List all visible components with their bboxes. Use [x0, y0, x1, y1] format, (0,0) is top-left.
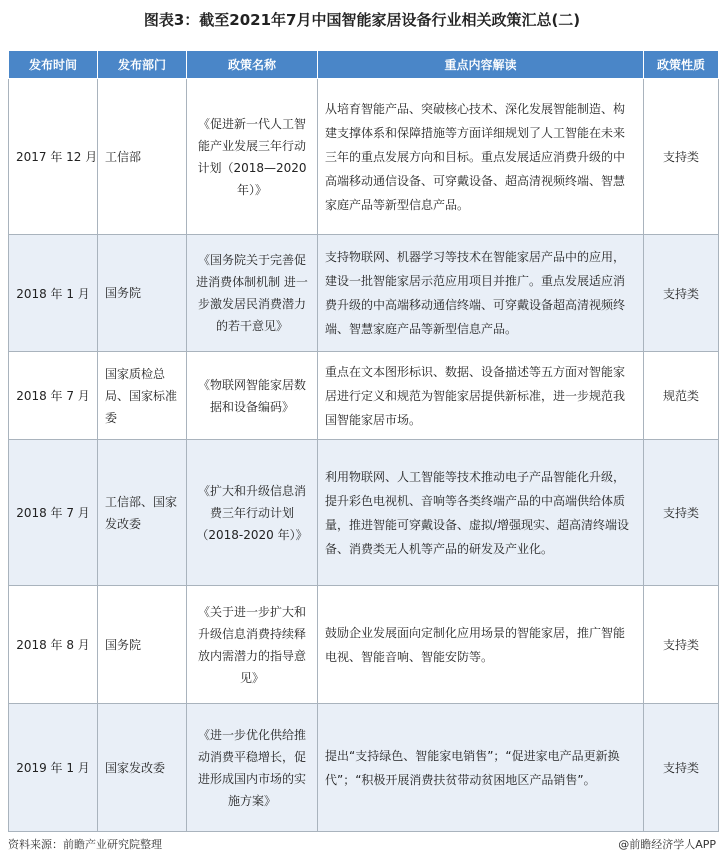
table-row [9, 586, 719, 704]
cell-type: 支持类 [644, 586, 719, 704]
cell-name: 《促进新一代人工智能产业发展三年行动计划（2018—2020年）》 [187, 79, 318, 235]
header-time: 发布时间 [9, 51, 98, 79]
cell-point: 鼓励企业发展面向定制化应用场景的智能家居，推广智能电视、智能音响、智能安防等。 [318, 586, 644, 704]
header-point: 重点内容解读 [318, 51, 644, 79]
cell-time: 2018 年 7 月 [9, 440, 98, 586]
table-row [9, 440, 719, 586]
cell-dept: 工信部、国家发改委 [98, 440, 187, 586]
cell-name: 《扩大和升级信息消费三年行动计划（2018-2020 年）》 [187, 440, 318, 586]
cell-dept: 国家质检总局、国家标准委 [98, 352, 187, 440]
cell-type: 支持类 [644, 79, 719, 235]
cell-type: 规范类 [644, 352, 719, 440]
source-note: 资料来源：前瞻产业研究院整理 [8, 838, 162, 851]
policy-table [8, 50, 719, 832]
table-header-row [9, 51, 719, 79]
cell-time: 2017 年 12 月 [9, 79, 98, 235]
cell-point: 从培育智能产品、突破核心技术、深化发展智能制造、构建支撑体系和保障措施等方面详细规划了人工智能在未来三年的重点发展方向和目标。重点发展适应消费升级的中高端移动通信设备、可穿戴设备、超高清视频终端、智慧家庭产品等新型信息产品。 [318, 79, 644, 235]
cell-name: 《国务院关于完善促进消费体制机制 进一步激发居民消费潜力的若干意见》 [187, 235, 318, 352]
cell-point: 支持物联网、机器学习等技术在智能家居产品中的应用，建设一批智能家居示范应用项目并推广。重点发展适应消费升级的中高端移动通信终端、可穿戴设备超高清视频终端、智慧家庭产品等新型信息产品。 [318, 235, 644, 352]
cell-type: 支持类 [644, 235, 719, 352]
header-type: 政策性质 [644, 51, 719, 79]
table-row [9, 235, 719, 352]
brand-credit: @前瞻经济学人APP [618, 838, 716, 851]
cell-time: 2018 年 1 月 [9, 235, 98, 352]
cell-name: 《物联网智能家居数据和设备编码》 [187, 352, 318, 440]
table-row [9, 352, 719, 440]
cell-dept: 国务院 [98, 586, 187, 704]
header-dept: 发布部门 [98, 51, 187, 79]
cell-dept: 国家发改委 [98, 704, 187, 832]
cell-type: 支持类 [644, 704, 719, 832]
cell-name: 《进一步优化供给推动消费平稳增长，促进形成国内市场的实施方案》 [187, 704, 318, 832]
header-name: 政策名称 [187, 51, 318, 79]
cell-time: 2019 年 1 月 [9, 704, 98, 832]
table-row [9, 79, 719, 235]
cell-name: 《关于进一步扩大和升级信息消费持续释放内需潜力的指导意见》 [187, 586, 318, 704]
figure-title: 图表3：截至2021年7月中国智能家居设备行业相关政策汇总(二) [143, 11, 581, 29]
cell-point: 利用物联网、人工智能等技术推动电子产品智能化升级，提升彩色电视机、音响等各类终端产品的中高端供给体质量，推进智能可穿戴设备、虚拟/增强现实、超高清终端设备、消费类无人机等产品的研发及产业化。 [318, 440, 644, 586]
cell-point: 提出“支持绿色、智能家电销售”；“促进家电产品更新换代”；“积极开展消费扶贫带动贫困地区产品销售”。 [318, 704, 644, 832]
cell-type: 支持类 [644, 440, 719, 586]
table-row [9, 704, 719, 832]
cell-dept: 国务院 [98, 235, 187, 352]
cell-time: 2018 年 8 月 [9, 586, 98, 704]
cell-point: 重点在文本图形标识、数据、设备描述等五方面对智能家居进行定义和规范为智能家居提供新标准，进一步规范我国智能家居市场。 [318, 352, 644, 440]
cell-dept: 工信部 [98, 79, 187, 235]
cell-time: 2018 年 7 月 [9, 352, 98, 440]
